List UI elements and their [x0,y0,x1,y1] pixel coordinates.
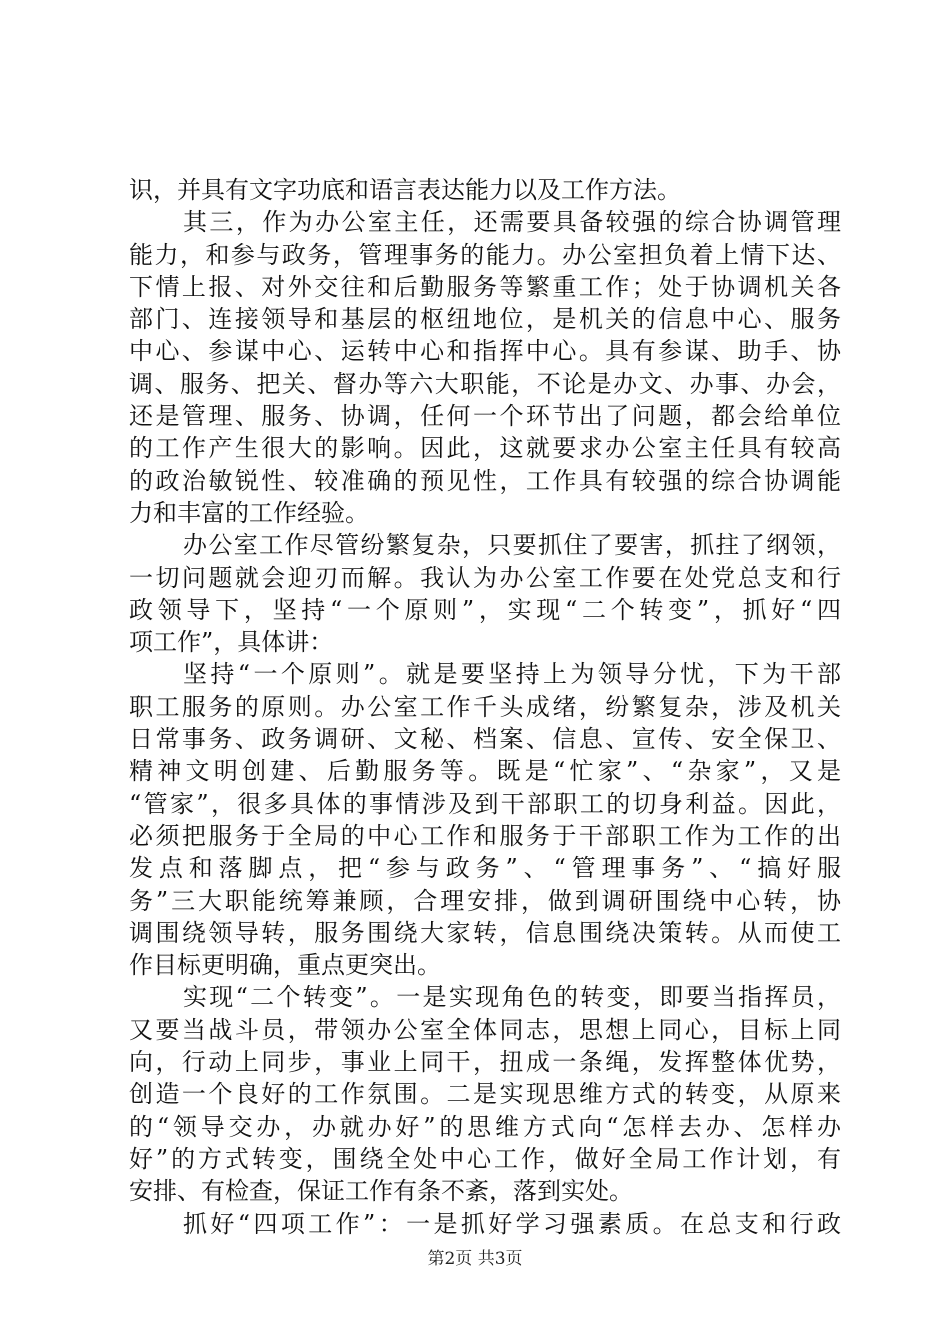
text-line: 的“领导交办，办就办好”的思维方式向“怎样去办、怎样办 [129,1112,841,1141]
text-line: 安排、有检查，保证工作有条不紊，落到实处。 [129,1177,633,1206]
text-line: 能力，和参与政务，管理事务的能力。办公室担负着上情下达、 [129,240,841,269]
text-line: 向，行动上同步，事业上同干，扭成一条绳，发挥整体优势， [129,1048,841,1077]
text-line: 项工作”，具体讲： [129,628,334,657]
text-line: 好”的方式转变，围绕全处中心工作，做好全局工作计划，有 [129,1144,841,1173]
text-line: 中心、参谋中心、运转中心和指挥中心。具有参谋、助手、协 [129,337,841,366]
text-line: 作目标更明确，重点更突出。 [129,951,441,980]
text-line: 抓好“四项工作”：一是抓好学习强素质。在总支和行政 [183,1209,841,1238]
text-line: 还是管理、服务、协调，任何一个环节出了问题，都会给单位 [129,402,841,431]
text-line: 识，并具有文字功底和语言表达能力以及工作方法。 [129,176,681,204]
text-line: 职工服务的原则。办公室工作千头成绪，纷繁复杂，涉及机关 [129,692,841,721]
text-line: 精神文明创建、后勤服务等。既是“忙家”、“杂家”，又是 [129,757,841,786]
text-line: 必须把服务于全局的中心工作和服务于干部职工作为工作的出 [129,821,841,850]
page-footer: 第2页 共3页 [427,1249,523,1269]
text-line: 调围绕领导转，服务围绕大家转，信息围绕决策转。从而使工 [129,918,841,947]
text-line: 创造一个良好的工作氛围。二是实现思维方式的转变，从原来 [129,1080,841,1109]
text-line: 务”三大职能统筹兼顾，合理安排，做到调研围绕中心转，协 [129,886,841,915]
text-line: 下情上报、对外交往和后勤服务等繁重工作；处于协调机关各 [129,272,841,301]
text-line: 日常事务、政务调研、文秘、档案、信息、宣传、安全保卫、 [129,725,841,754]
text-line: 部门、连接领导和基层的枢纽地位，是机关的信息中心、服务 [129,305,841,334]
text-line: 实现“二个转变”。一是实现角色的转变，即要当指挥员， [183,983,841,1012]
text-line: 的政治敏锐性、较准确的预见性，工作具有较强的综合协调能 [129,466,841,495]
text-line: “管家”，很多具体的事情涉及到干部职工的切身利益。因此， [129,789,841,818]
text-line: 办公室工作尽管纷繁复杂，只要抓住了要害，抓拄了纲领， [183,531,841,560]
text-line: 的工作产生很大的影响。因此，这就要求办公室主任具有较高 [129,434,841,463]
text-line: 发点和落脚点，把“参与政务”、“管理事务”、“搞好服 [129,854,841,883]
text-line: 一切问题就会迎刃而解。我认为办公室工作要在处党总支和行 [129,563,841,592]
text-line: 力和丰富的工作经验。 [129,498,369,527]
text-line: 其三，作为办公室主任，还需要具备较强的综合协调管理 [183,208,841,237]
text-line: 坚持“一个原则”。就是要坚持上为领导分忧，下为干部 [183,660,841,689]
text-line: 调、服务、把关、督办等六大职能，不论是办文、办事、办会， [129,369,841,398]
document-body [129,174,841,1240]
text-line: 政领导下，坚持“一个原则”，实现“二个转变”，抓好“四 [129,595,841,624]
text-line: 又要当战斗员，带领办公室全体同志，思想上同心，目标上同 [129,1015,841,1044]
